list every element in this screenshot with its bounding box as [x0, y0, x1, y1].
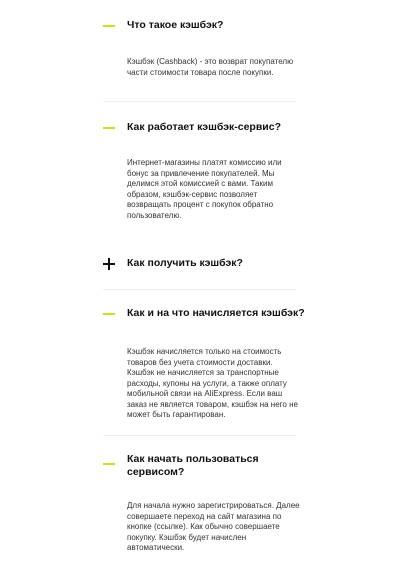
faq-question: Что такое кэшбэк?	[127, 19, 224, 31]
faq-answer: Кэшбэк (Cashback) - это возврат покупателю части стоимости товара после покупки.	[127, 57, 294, 77]
minus-icon[interactable]	[103, 308, 115, 320]
faq-question-toggle[interactable]	[0, 289, 400, 329]
faq-question: Как получить кэшбэк?	[127, 257, 243, 269]
faq-answer: Интернет-магазины платят комиссию или бонус за привлечение покупателей. Мы делимся этой комиссией с вами. Таким образом, кэшбэк-сервис позволяет возвращать процент с покупок обратно пользователю.	[127, 158, 282, 220]
faq-question: Как и на что начисляется кэшбэк?	[127, 307, 305, 319]
faq-item	[0, 289, 400, 419]
faq-answer: Кэшбэк начисляется только на стоимость товаров без учета стоимости доставки. Кэшбэк не начисляется за транспортные расходы, купоны на услуги, а также оплату мобильной связи на AliExpress. Если ваш заказ не является товаром, кэшбэк на него не может быть гарантирован.	[127, 347, 298, 419]
faq-item	[0, 0, 400, 77]
faq-item	[0, 436, 400, 552]
minus-icon[interactable]	[103, 458, 115, 470]
minus-icon[interactable]	[103, 20, 115, 32]
minus-icon[interactable]	[103, 122, 115, 134]
faq-question-toggle[interactable]	[0, 436, 400, 486]
faq-question-toggle[interactable]	[0, 102, 400, 142]
plus-icon[interactable]	[103, 258, 115, 270]
faq-item	[0, 238, 400, 278]
faq-answer: Для начала нужно зарегистрироваться. Далее совершаете переход на сайт магазина по кнопке (ссылке). Как обычно совершаете покупку. Кэшбэк будет начислен автоматически.	[127, 501, 300, 552]
faq-question: Как начать пользоваться сервисом?	[127, 453, 259, 478]
faq-item	[0, 102, 400, 220]
faq-question: Как работает кэшбэк-сервис?	[127, 121, 282, 133]
faq-question-toggle[interactable]	[0, 0, 400, 40]
faq-question-toggle[interactable]	[0, 238, 400, 278]
